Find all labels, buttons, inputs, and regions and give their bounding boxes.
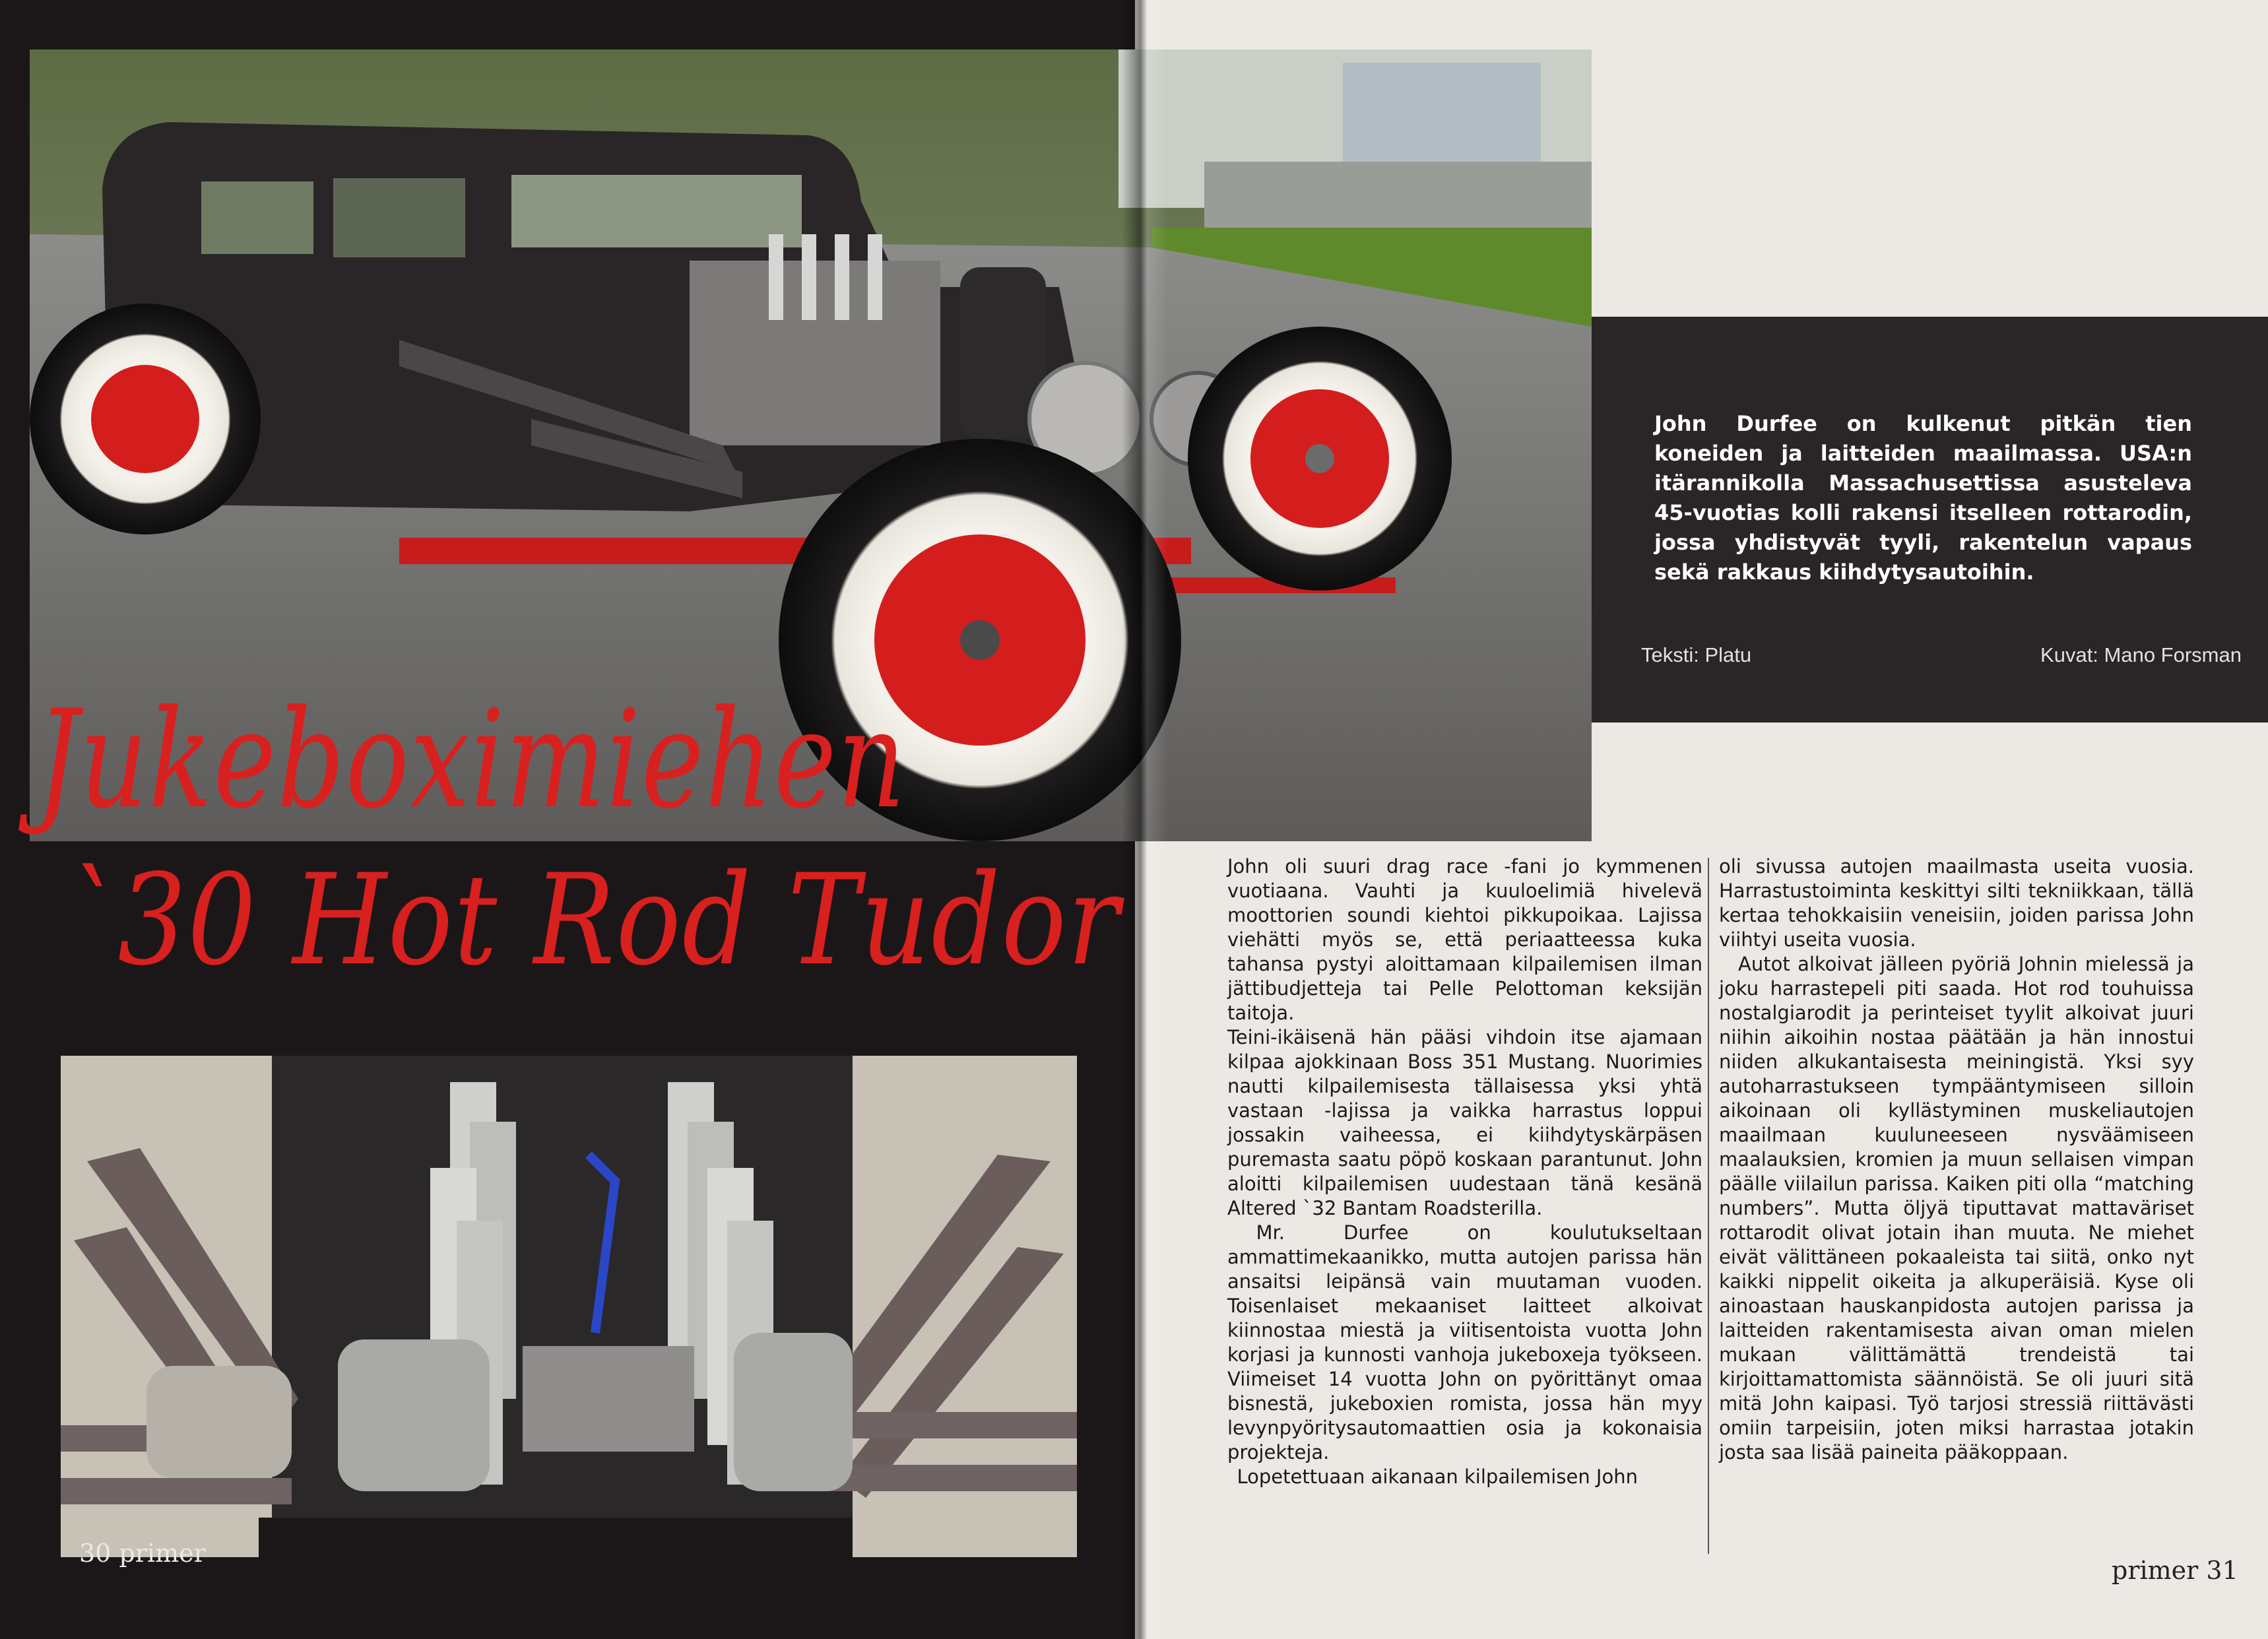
paragraph: John oli suuri drag race -fani jo kymmenen vuotiaana. Vauhti ja kuuloelimiä hivelevä moottorien soundi kiehtoi pikkupoikaa. Lajissa viehätti myös se, että periaatteessa kuka tahansa pystyi aloittamaan kilpailemisen ilman jättibudjetteja tai Pelle Pelottoman keksijän taitoja.: [1227, 855, 1702, 1024]
paragraph: Lopetettuaan aikanaan kilpailemisen John: [1237, 1465, 1638, 1488]
paragraph: Mr. Durfee on koulutukseltaan ammattimekaanikko, mutta autojen parissa hän ansaitsi leipänsä vain muutaman vuoden. Toisenlaiset mekaaniset laitteet alkoivat kiinnostaa miestä ja viitisentoista vuotta John korjasi ja kunnosti vanhoja jukeboxeja työkseen. Viimeiset 14 vuotta John on pyörittänyt omaa bisnestä, jukeboxien romista, jossa hän myy levynpyöritysautomaattien osia ja kokonaisia projekteja.: [1227, 1221, 1702, 1463]
intro-text: John Durfee on kulkenut pitkän tien koneiden ja laitteiden maailmassa. USA:n itärannikolla Massachusettissa asusteleva 45-vuotias kolli rakensi itselleen rottarodin, jossa yhdistyvät tyyli, rakentelun vapaus sekä rakkaus kiihdytysautoihin.: [1654, 411, 2192, 585]
text-credit: Teksti: Platu: [1641, 643, 1752, 666]
column-divider: [1708, 858, 1709, 1554]
page-number-right: primer 31: [2112, 1556, 2238, 1585]
article-title-line-1: Jukeboximiehen: [36, 682, 907, 839]
article-column-2: [1719, 854, 2194, 1465]
intro-box: [1592, 317, 2268, 723]
article-title-line-2: `30 Hot Rod Tudor: [63, 847, 1120, 993]
spine-shadow: [1122, 0, 1168, 1639]
page-number-left: 30 primer: [79, 1539, 206, 1568]
engine-illustration: [61, 1056, 1077, 1557]
engine-photo: [61, 1056, 1077, 1557]
photo-credit: Kuvat: Mano Forsman: [2040, 643, 2242, 666]
paragraph: Teini-ikäisenä hän pääsi vihdoin itse ajamaan kilpaa ajokkinaan Boss 351 Mustang. Nuorimies nautti kilpailemisesta tällaisessa yksi yhtä vastaan -lajissa ja vaikka harrastus loppui jossakin vaiheessa, ei kiihdytyskärpäsen puremasta saatu pöpö koskaan parantunut. John aloitti kilpailemisen uudestaan tänä kesänä Altered `32 Bantam Roadsterilla.: [1227, 1026, 1702, 1219]
article-column-1: [1227, 854, 1702, 1489]
paragraph: oli sivussa autojen maailmasta useita vuosia. Harrastustoiminta keskittyi silti tekniikkaan, tällä kertaa tehokkaisiin veneisiin, joiden parissa John viihtyi useita vuosia.: [1719, 855, 2194, 951]
paragraph: Autot alkoivat jälleen pyöriä Johnin mielessä ja joku harrastepeli piti saada. Hot rod touhuissa nostalgiarodit ja perinteiset tyylit alkoivat juuri niihin aikoihin nostaa päätään ja hän innostui niiden alkukantaisesta meiningistä. Yksi syy autoharrastukseen tympääntymiseen silloin aikoinaan oli kyllästyminen muskeliautojen maailmaan kuuluneeseen nysväämiseen maalauksien, kromien ja muun sellaisen vimpan päälle viilailun parissa. Kaiken piti olla “matching numbers”. Mutta öljyä tiputtavat mattaväriset rottarodit olivat jotain ihan muuta. Ne miehet eivät välittäneen pokaaleista tai siitä, onko nyt kaikki nippelit oikeita ja alkuperäisiä. Kyse oli ainoastaan hauskanpidosta autojen parissa ja laitteiden rakentamisesta aivan oman mielen mukaan välittämättä trendeistä tai kirjoittamattomista säännöistä. Se oli juuri sitä mitä John kaipasi. Työ tarjosi stressiä riittävästi omiin tarpeisiin, joten miksi harrastaa jotakin josta saa lisää paineita pääkoppaan.: [1719, 953, 2194, 1463]
